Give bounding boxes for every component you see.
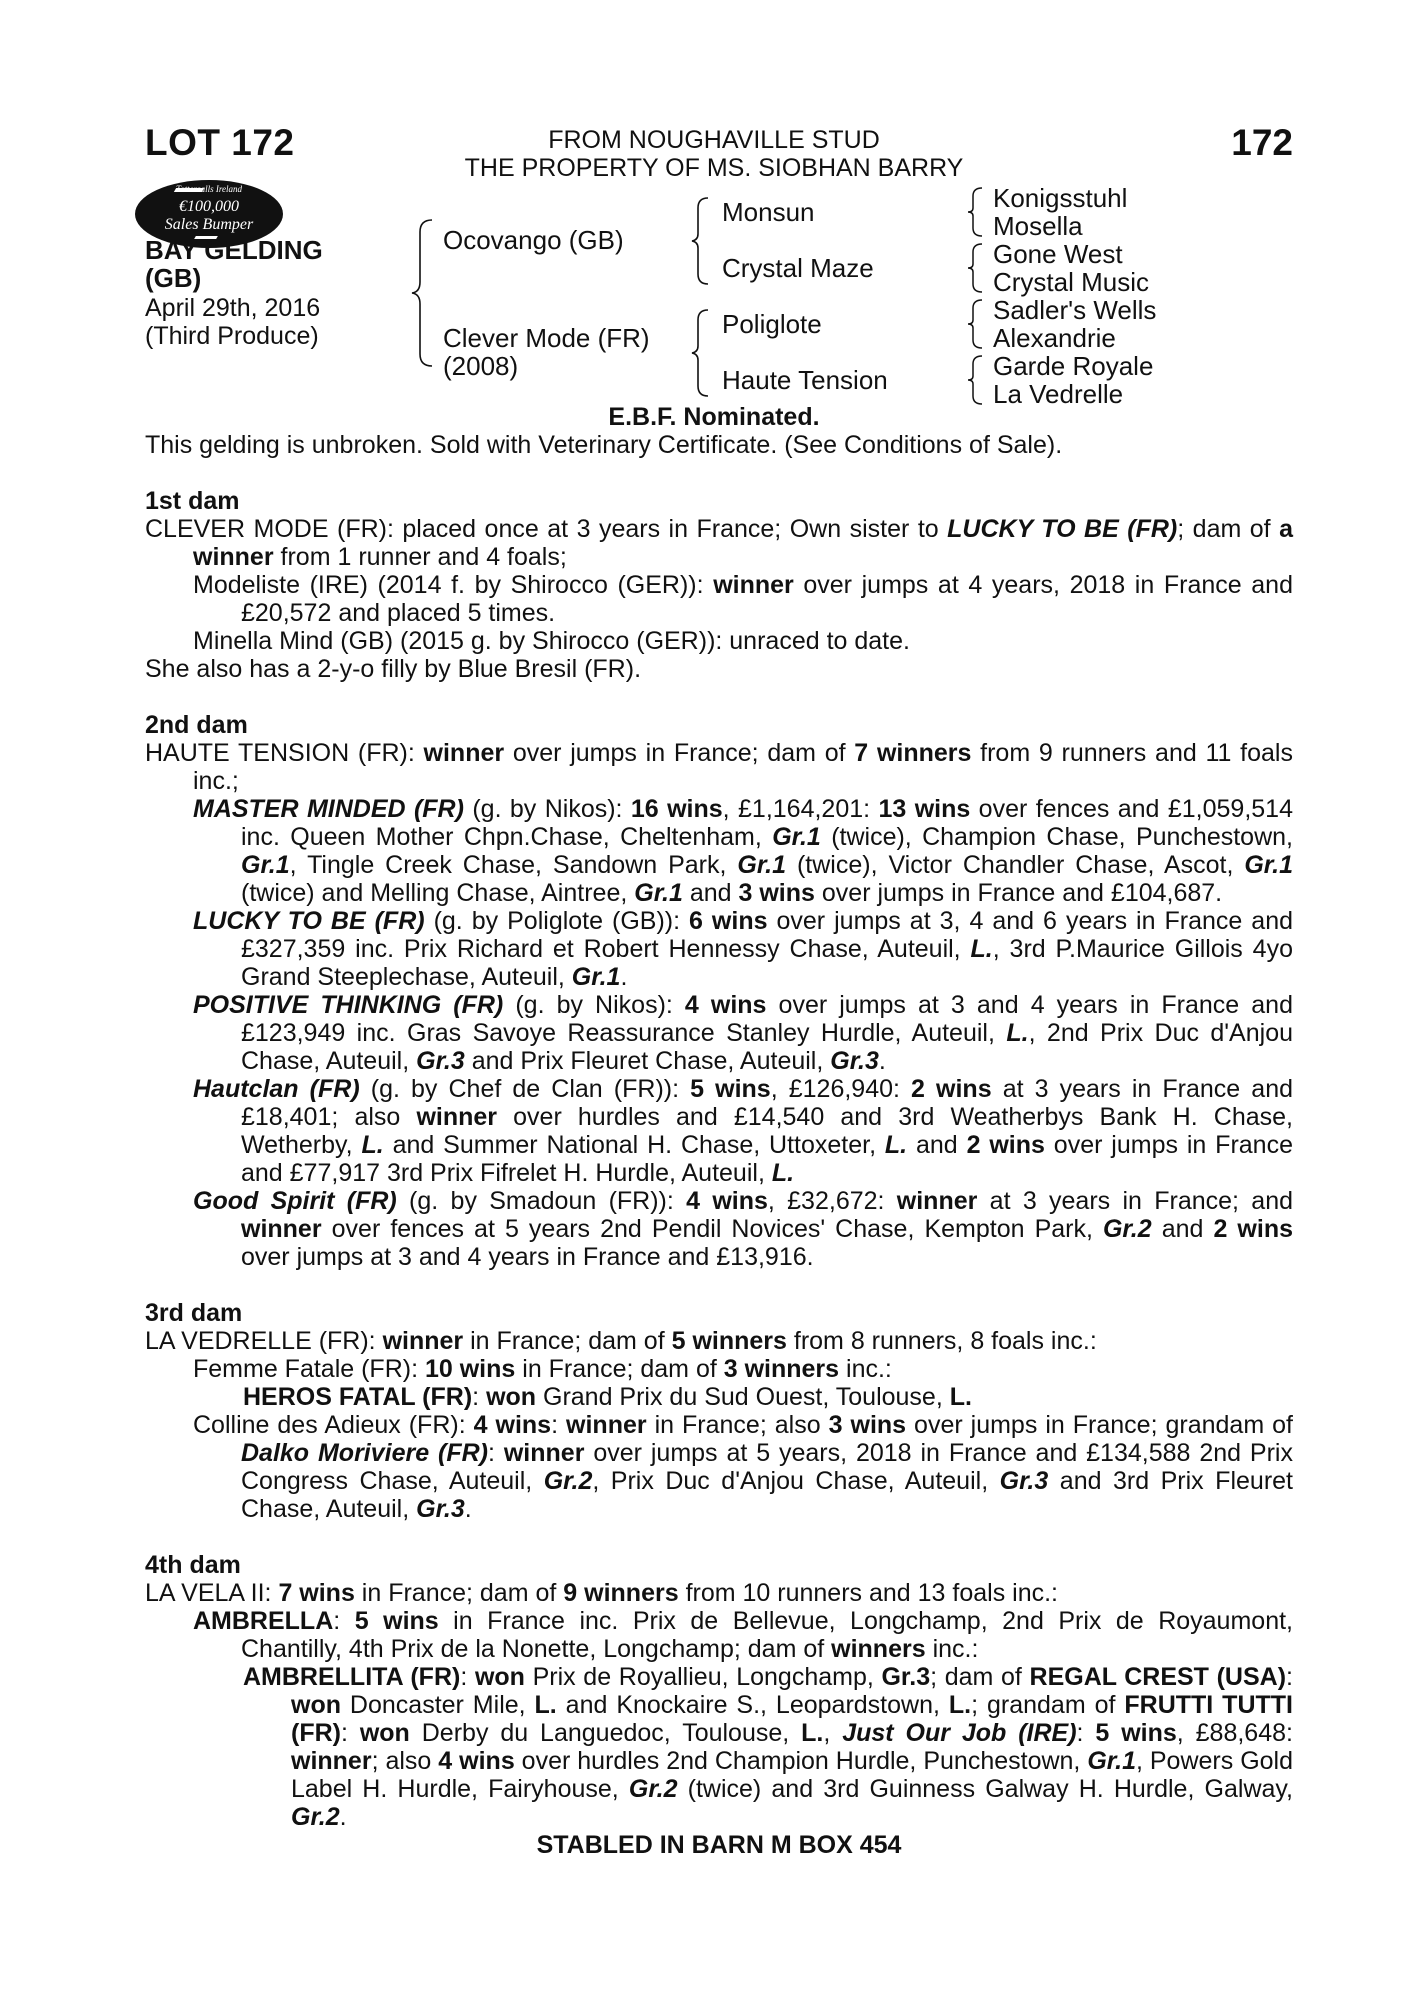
text-run: :: [551, 1411, 567, 1439]
section-2nd-dam: [145, 711, 1293, 1271]
badge-brand: Tattersalls Ireland: [175, 184, 243, 194]
text-run: inc.:: [839, 1355, 892, 1383]
foaling-date: April 29th, 2016: [145, 294, 321, 322]
emphasis-run: L.: [801, 1719, 824, 1747]
text-run: :: [340, 1719, 360, 1747]
text-run: (twice) and 3rd Guinness Galway H. Hurdle, Galway,: [677, 1775, 1293, 1803]
text-run: over jumps at 3 and 4 years in France and £123,949 inc. Gras Savoye Reassurance Stanley Hurdle, Auteuil,: [241, 991, 1293, 1047]
pedigree-bracket-main: [410, 218, 436, 368]
emphasis-run: L.: [948, 1691, 972, 1719]
text-run: , £126,940:: [770, 1075, 912, 1103]
ancestor-4: Crystal Music: [993, 267, 1150, 297]
text-run: in France; dam of: [463, 1327, 672, 1355]
emphasis-run: 3 winners: [723, 1355, 840, 1383]
emphasis-run: 5 wins: [690, 1075, 771, 1103]
emphasis-run: Gr.1: [772, 823, 821, 851]
text-run: ; dam of: [930, 1663, 1030, 1691]
emphasis-run: 5 wins: [354, 1607, 439, 1635]
emphasis-run: winner: [416, 1103, 498, 1131]
emphasis-run: winner: [713, 571, 794, 599]
emphasis-run: REGAL CREST (USA): [1029, 1663, 1287, 1691]
text-run: from 9 runners and 11 foals inc.;: [193, 739, 1293, 795]
text-run: , Prix Duc d'Anjou Chase, Auteuil,: [592, 1467, 1000, 1495]
emphasis-run: Hautclan (FR): [193, 1075, 360, 1103]
text-run: Modeliste (IRE) (2014 f. by Shirocco (GER)):: [193, 571, 714, 599]
dam-sire: Poliglote: [722, 309, 822, 339]
text-run: over jumps at 5 years, 2018 in France and £134,588 2nd Prix Congress Chase, Auteuil,: [241, 1439, 1293, 1495]
text-run: and Summer National H. Chase, Uttoxeter,: [383, 1131, 885, 1159]
emphasis-run: 3 wins: [738, 879, 815, 907]
text-run: over jumps at 3 and 4 years in France and £13,916.: [241, 1243, 814, 1271]
emphasis-run: AMBRELLITA (FR): [243, 1663, 461, 1691]
horse-dob-block: [145, 294, 320, 350]
text-run: (g. by Chef de Clan (FR)):: [359, 1075, 691, 1103]
produce-entry: [145, 795, 1293, 907]
ancestor-6: Alexandrie: [993, 323, 1116, 353]
produce-entry: [145, 1607, 1293, 1663]
emphasis-run: 9 winners: [563, 1579, 679, 1607]
emphasis-run: HEROS FATAL (FR): [243, 1383, 473, 1411]
emphasis-run: Good Spirit (FR): [193, 1187, 397, 1215]
emphasis-run: L.: [1006, 1019, 1029, 1047]
ebf-nomination: E.B.F. Nominated.: [608, 403, 820, 431]
text-run: Minella Mind (GB) (2015 g. by Shirocco (GER)): unraced to date.: [193, 627, 910, 655]
emphasis-run: Gr.3: [416, 1047, 465, 1075]
text-run: (twice), Victor Chandler Chase, Ascot,: [786, 851, 1245, 879]
produce-note: [145, 655, 1293, 683]
text-run: :: [1286, 1663, 1293, 1691]
ancestor-1: Konigsstuhl: [993, 183, 1128, 213]
sire-dam: Crystal Maze: [722, 253, 874, 283]
dam-paragraph: [145, 515, 1293, 571]
dam-dam: Haute Tension: [722, 365, 888, 395]
dam: Clever Mode (FR): [443, 323, 650, 353]
text-run: over jumps at 4 years, 2018 in France and £20,572 and placed 5 times.: [241, 571, 1293, 627]
produce-sub-entry: [145, 1663, 1293, 1831]
text-run: from 1 runner and 4 foals;: [273, 543, 567, 571]
emphasis-run: 6 wins: [689, 907, 768, 935]
emphasis-run: winner: [896, 1187, 978, 1215]
dam-paragraph: [145, 1327, 1293, 1355]
pedigree-bracket-g1: [966, 186, 984, 238]
pedigree-bracket-g3: [966, 298, 984, 350]
emphasis-run: 5 winners: [671, 1327, 787, 1355]
produce-entry: [145, 991, 1293, 1075]
emphasis-run: winner: [423, 739, 505, 767]
emphasis-run: winner: [503, 1439, 585, 1467]
text-run: She also has a 2-y-o filly by Blue Bresil (FR).: [145, 655, 642, 683]
text-run: and: [1151, 1215, 1214, 1243]
text-run: , £1,164,201:: [722, 795, 879, 823]
sire: Ocovango (GB): [443, 225, 624, 255]
emphasis-run: won: [359, 1719, 410, 1747]
text-run: over fences at 5 years 2nd Pendil Novices' Chase, Kempton Park,: [321, 1215, 1103, 1243]
section-heading: 1st dam: [145, 487, 240, 515]
ancestor-2: Mosella: [993, 211, 1083, 241]
text-run: , 2nd Prix Duc d'Anjou Chase, Auteuil,: [241, 1019, 1294, 1075]
dam-paragraph: [145, 1579, 1293, 1607]
badge-amount: €100,000: [179, 198, 239, 215]
text-run: Derby du Languedoc, Toulouse,: [409, 1719, 802, 1747]
emphasis-run: 2 wins: [911, 1075, 992, 1103]
section-3rd-dam: [145, 1299, 1293, 1523]
emphasis-run: 4 wins: [684, 991, 767, 1019]
emphasis-run: Gr.1: [1244, 851, 1294, 879]
text-run: over jumps at 3, 4 and 6 years in France and £327,359 inc. Prix Richard et Robert Hennessy Chase, Auteuil,: [241, 907, 1294, 963]
text-run: (g. by Smadoun (FR)):: [396, 1187, 687, 1215]
horse-origin: (GB): [145, 263, 202, 293]
text-run: ; also: [371, 1747, 439, 1775]
emphasis-run: 7 winners: [854, 739, 972, 767]
emphasis-run: Dalko Moriviere (FR): [241, 1439, 489, 1467]
text-run: and Prix Fleuret Chase, Auteuil,: [464, 1047, 831, 1075]
text-run: Colline des Adieux (FR):: [193, 1411, 474, 1439]
emphasis-run: L.: [361, 1131, 384, 1159]
text-run: over jumps in France; dam of: [504, 739, 855, 767]
sire-sire: Monsun: [722, 197, 815, 227]
emphasis-run: 4 wins: [473, 1411, 552, 1439]
ancestor-8: La Vedrelle: [993, 379, 1124, 409]
pedigree-bracket-sire: [690, 196, 712, 286]
emphasis-run: AMBRELLA: [193, 1607, 334, 1635]
emphasis-run: 4 wins: [686, 1187, 768, 1215]
emphasis-run: winner: [382, 1327, 464, 1355]
emphasis-run: winner: [566, 1411, 647, 1439]
text-run: over jumps in France and £104,687.: [814, 879, 1223, 907]
text-run: .: [878, 1047, 886, 1075]
text-run: over fences and £1,059,514 inc. Queen Mother Chpn.Chase, Cheltenham,: [241, 795, 1293, 851]
emphasis-run: Gr.3: [830, 1047, 879, 1075]
text-run: :: [1076, 1719, 1096, 1747]
emphasis-run: 2 wins: [966, 1131, 1045, 1159]
dam-year: (2008): [443, 351, 519, 381]
emphasis-run: 4 wins: [438, 1747, 515, 1775]
produce-entry: [145, 1411, 1293, 1523]
pedigree-bracket-g4: [966, 354, 984, 406]
text-run: .: [620, 963, 628, 991]
emphasis-run: won: [486, 1383, 537, 1411]
emphasis-run: Gr.1: [634, 879, 683, 907]
emphasis-run: FRUTTI TUTTI (FR): [291, 1691, 1293, 1747]
emphasis-run: 7 wins: [278, 1579, 355, 1607]
dam-paragraph: [145, 739, 1293, 795]
text-run: (g. by Nikos):: [463, 795, 631, 823]
text-run: from 10 runners and 13 foals inc.:: [678, 1579, 1058, 1607]
emphasis-run: L.: [771, 1159, 795, 1187]
text-run: and 3rd Prix Fleuret Chase, Auteuil,: [241, 1467, 1293, 1523]
text-run: , Tingle Creek Chase, Sandown Park,: [289, 851, 738, 879]
text-run: Femme Fatale (FR):: [193, 1355, 425, 1383]
emphasis-run: Gr.3: [999, 1467, 1049, 1495]
text-run: and: [682, 879, 739, 907]
emphasis-run: Gr.3: [416, 1495, 465, 1523]
text-run: in France; dam of: [515, 1355, 724, 1383]
pedigree-bracket-g2: [966, 242, 984, 294]
text-run: , £32,672:: [767, 1187, 897, 1215]
emphasis-run: Gr.2: [1102, 1215, 1152, 1243]
emphasis-run: 13 wins: [878, 795, 971, 823]
text-run: ; grandam of: [971, 1691, 1125, 1719]
emphasis-run: 16 wins: [630, 795, 723, 823]
text-run: (g. by Poliglote (GB)):: [424, 907, 690, 935]
emphasis-run: POSITIVE THINKING (FR): [193, 991, 504, 1019]
emphasis-run: Just Our Job (IRE): [842, 1719, 1077, 1747]
text-run: :: [488, 1439, 504, 1467]
text-run: (twice), Champion Chase, Punchestown,: [820, 823, 1293, 851]
text-run: over hurdles 2nd Champion Hurdle, Punchestown,: [514, 1747, 1088, 1775]
emphasis-run: Gr.1: [737, 851, 787, 879]
text-run: and Knockaire S., Leopardstown,: [556, 1691, 949, 1719]
text-run: at 3 years in France; and: [977, 1187, 1293, 1215]
produce-entry: [145, 627, 1293, 655]
text-run: ,: [823, 1719, 843, 1747]
vendor-line-2: THE PROPERTY OF MS. SIOBHAN BARRY: [464, 154, 964, 182]
emphasis-run: 2 wins: [1213, 1215, 1293, 1243]
section-heading: 3rd dam: [145, 1299, 243, 1327]
text-run: (g. by Nikos):: [503, 991, 685, 1019]
emphasis-run: L.: [534, 1691, 557, 1719]
text-run: over jumps in France and £77,917 3rd Prix Fifrelet H. Hurdle, Auteuil,: [241, 1131, 1293, 1187]
text-run: LA VEDRELLE (FR):: [145, 1327, 383, 1355]
emphasis-run: a winner: [193, 515, 1294, 571]
emphasis-run: LUCKY TO BE (FR): [193, 907, 425, 935]
emphasis-run: won: [291, 1691, 341, 1719]
text-run: inc.:: [925, 1635, 979, 1663]
text-run: :: [460, 1663, 475, 1691]
produce-entry: [145, 1355, 1293, 1383]
emphasis-run: L.: [949, 1383, 972, 1411]
emphasis-run: 10 wins: [424, 1355, 516, 1383]
text-run: , 3rd P.Maurice Gillois 4yo Grand Steeplechase, Auteuil,: [241, 935, 1293, 991]
emphasis-run: Gr.2: [543, 1467, 593, 1495]
produce-entry: [145, 907, 1293, 991]
stabling-location: STABLED IN BARN M BOX 454: [536, 1831, 902, 1859]
text-run: .: [464, 1495, 472, 1523]
badge-event: Sales Bumper: [164, 216, 254, 233]
emphasis-run: Gr.1: [571, 963, 621, 991]
text-run: :: [472, 1383, 487, 1411]
text-run: and: [907, 1131, 967, 1159]
emphasis-run: Gr.1: [1087, 1747, 1136, 1775]
emphasis-run: Gr.2: [291, 1803, 340, 1831]
horse-colour-sex: BAY GELDING: [145, 235, 323, 265]
emphasis-run: winner: [241, 1215, 322, 1243]
text-run: Grand Prix du Sud Ouest, Toulouse,: [536, 1383, 950, 1411]
text-run: , Powers Gold Label H. Hurdle, Fairyhouse,: [291, 1747, 1294, 1803]
ancestor-3: Gone West: [993, 239, 1123, 269]
emphasis-run: L.: [970, 935, 993, 963]
text-run: :: [333, 1607, 355, 1635]
produce-entry: [145, 1187, 1293, 1271]
text-run: from 8 runners, 8 foals inc.:: [786, 1327, 1097, 1355]
emphasis-run: Gr.2: [628, 1775, 678, 1803]
text-run: CLEVER MODE (FR): placed once at 3 years in France; Own sister to: [145, 515, 948, 543]
produce-sub-entry: [145, 1383, 1293, 1411]
text-run: Prix de Royallieu, Longchamp,: [524, 1663, 882, 1691]
text-run: LA VELA II:: [145, 1579, 279, 1607]
horse-description: [145, 236, 323, 292]
ancestor-7: Garde Royale: [993, 351, 1154, 381]
produce-entry: [145, 1075, 1293, 1187]
emphasis-run: MASTER MINDED (FR): [193, 795, 464, 823]
text-run: HAUTE TENSION (FR):: [145, 739, 424, 767]
text-run: in France; also: [646, 1411, 829, 1439]
text-run: (twice) and Melling Chase, Aintree,: [241, 879, 635, 907]
produce-entry: [145, 571, 1293, 627]
emphasis-run: won: [474, 1663, 525, 1691]
vendor-line-1: FROM NOUGHAVILLE STUD: [548, 126, 880, 154]
section-1st-dam: [145, 487, 1293, 683]
emphasis-run: winner: [291, 1747, 372, 1775]
emphasis-run: Gr.3: [881, 1663, 931, 1691]
text-run: ; dam of: [1177, 515, 1280, 543]
emphasis-run: L.: [884, 1131, 908, 1159]
emphasis-run: 3 wins: [828, 1411, 907, 1439]
section-heading: 4th dam: [145, 1551, 241, 1579]
lot-number: 172: [1231, 122, 1293, 163]
pedigree-bracket-dam: [690, 308, 712, 398]
produce-number: (Third Produce): [145, 322, 319, 350]
emphasis-run: LUCKY TO BE (FR): [947, 515, 1178, 543]
section-4th-dam: [145, 1551, 1293, 1831]
produce-record: [145, 487, 1293, 1859]
text-run: at 3 years in France and £18,401; also: [241, 1075, 1294, 1131]
text-run: over jumps in France; grandam of: [906, 1411, 1293, 1439]
text-run: Doncaster Mile,: [341, 1691, 535, 1719]
section-heading: 2nd dam: [145, 711, 248, 739]
ancestor-5: Sadler's Wells: [993, 295, 1157, 325]
text-run: , £88,648:: [1176, 1719, 1293, 1747]
sale-conditions: This gelding is unbroken. Sold with Veterinary Certificate. (See Conditions of Sale).: [145, 431, 1063, 459]
text-run: in France inc. Prix de Bellevue, Longchamp, 2nd Prix de Royaumont, Chantilly, 4th Prix de la Nonette, Longchamp; dam of: [241, 1607, 1293, 1663]
emphasis-run: Gr.1: [241, 851, 290, 879]
text-run: .: [339, 1803, 347, 1831]
text-run: in France; dam of: [354, 1579, 564, 1607]
emphasis-run: winners: [831, 1635, 926, 1663]
lot-label: LOT 172: [145, 122, 295, 163]
emphasis-run: 5 wins: [1095, 1719, 1177, 1747]
text-run: over hurdles and £14,540 and 3rd Weatherbys Bank H. Chase, Wetherby,: [241, 1103, 1293, 1159]
